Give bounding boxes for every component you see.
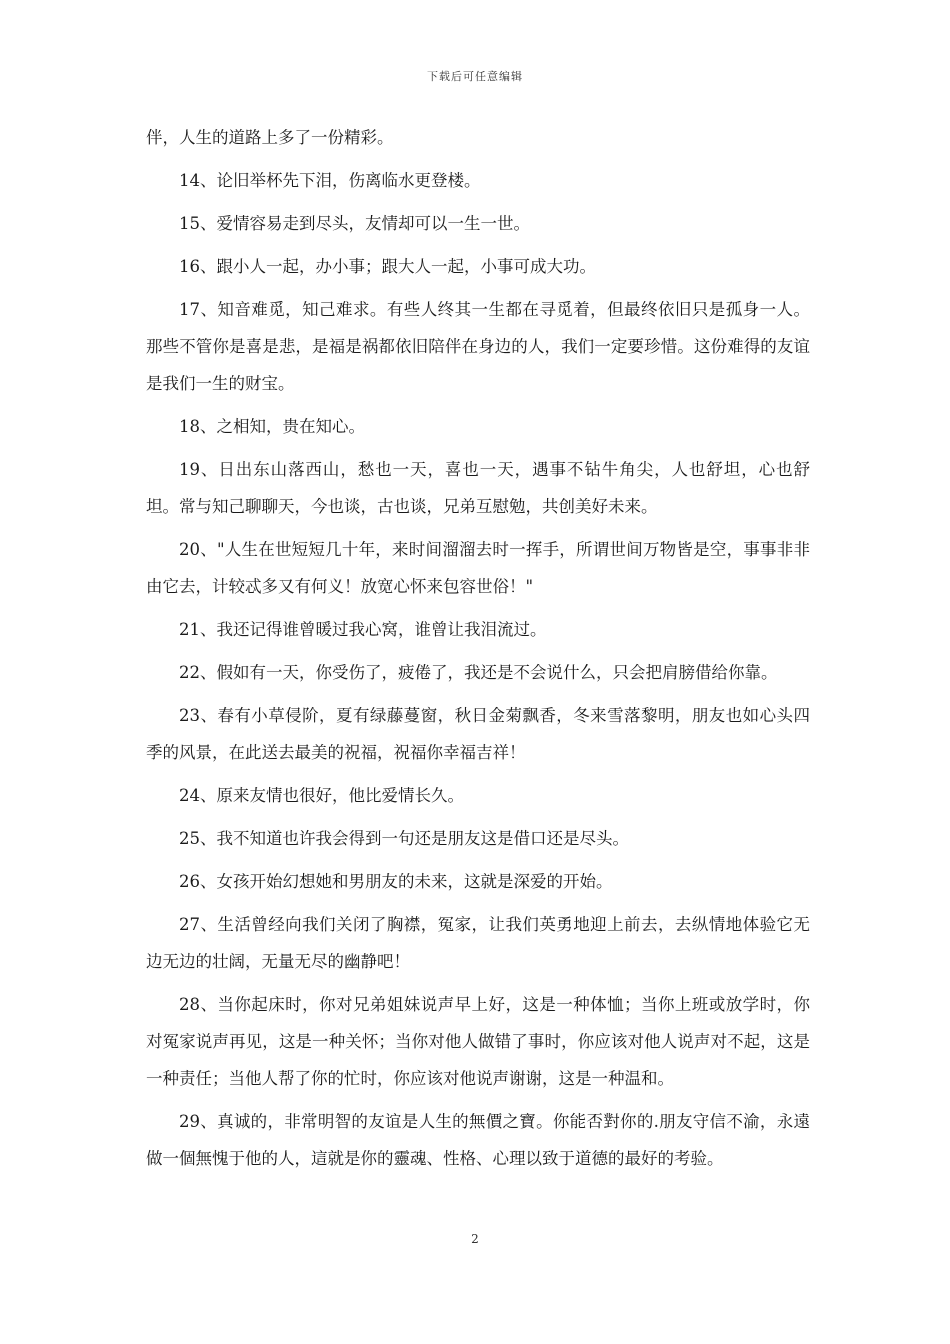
paragraph-continuation: 伴，人生的道路上多了一份精彩。 <box>146 128 394 147</box>
paragraph-14: 14、论旧举杯先下泪，伤离临水更登楼。 <box>179 171 481 190</box>
paragraph-26: 26、女孩开始幻想她和男朋友的未来，这就是深爱的开始。 <box>179 872 613 891</box>
paragraph-19: 19、日出东山落西山，愁也一天，喜也一天，遇事不钻牛角尖，人也舒坦，心也舒坦。常与知己聊聊天，今也谈，古也谈，兄弟互慰勉，共创美好未来。 <box>146 460 810 516</box>
paragraph-27: 27、生活曾经向我们关闭了胸襟，冤家，让我们英勇地迎上前去，去纵情地体验它无边无边的壮阔，无量无尽的幽静吧！ <box>146 915 810 971</box>
paragraph-17: 17、知音难觅，知己难求。有些人终其一生都在寻觅着，但最终依旧只是孤身一人。那些不管你是喜是悲，是福是祸都依旧陪伴在身边的人，我们一定要珍惜。这份难得的友谊是我们一生的财宝。 <box>146 300 810 393</box>
document-body <box>146 119 810 1183</box>
paragraph-16: 16、跟小人一起，办小事；跟大人一起，小事可成大功。 <box>179 257 596 276</box>
page-header-note: 下载后可任意编辑 <box>427 70 523 83</box>
paragraph-29: 29、真诚的，非常明智的友谊是人生的無價之寶。你能否對你的.朋友守信不渝，永遠做一個無愧于他的人，這就是你的靈魂、性格、心理以致于道德的最好的考验。 <box>146 1112 810 1168</box>
paragraph-20: 20、"人生在世短短几十年，来时间溜溜去时一挥手，所谓世间万物皆是空，事事非非由它去，计较忒多又有何义！放宽心怀来包容世俗！" <box>146 540 810 596</box>
page-number: 2 <box>471 1232 479 1246</box>
paragraph-24: 24、原来友情也很好，他比爱情长久。 <box>179 786 464 805</box>
paragraph-28: 28、当你起床时，你对兄弟姐妹说声早上好，这是一种体恤；当你上班或放学时，你对冤家说声再见，这是一种关怀；当你对他人做错了事时，你应该对他人说声对不起，这是一种责任；当他人帮了你的忙时，你应该对他说声谢谢，这是一种温和。 <box>146 995 810 1088</box>
paragraph-23: 23、春有小草侵阶，夏有绿藤蔓窗，秋日金菊飘香，冬来雪落黎明，朋友也如心头四季的风景，在此送去最美的祝福，祝福你幸福吉祥！ <box>146 706 810 762</box>
paragraph-15: 15、爱情容易走到尽头，友情却可以一生一世。 <box>179 214 530 233</box>
paragraph-22: 22、假如有一天，你受伤了，疲倦了，我还是不会说什么，只会把肩膀借给你靠。 <box>179 663 778 682</box>
paragraph-21: 21、我还记得谁曾暖过我心窝，谁曾让我泪流过。 <box>179 620 547 639</box>
paragraph-25: 25、我不知道也许我会得到一句还是朋友这是借口还是尽头。 <box>179 829 629 848</box>
paragraph-18: 18、之相知，贵在知心。 <box>179 417 365 436</box>
